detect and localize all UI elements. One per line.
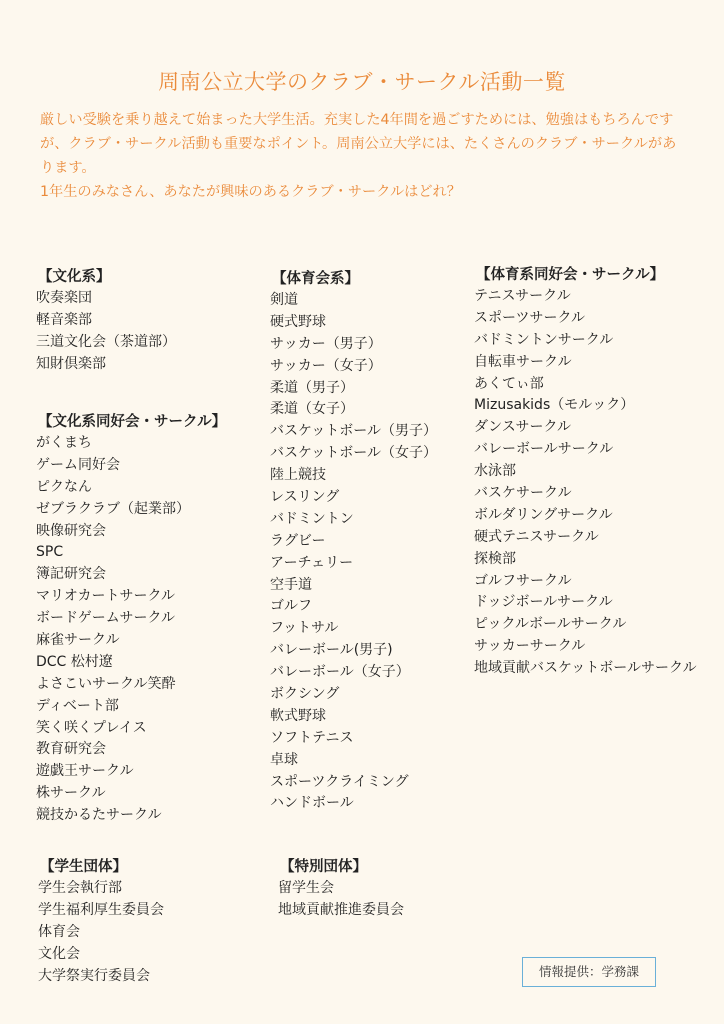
club-item: ゲーム同好会 <box>36 456 120 473</box>
club-item: 陸上競技 <box>270 467 326 484</box>
club-item: バスケサークル <box>474 485 572 502</box>
club-item: ドッジボールサークル <box>474 594 613 611</box>
club-item: スポーツクライミング <box>270 773 409 790</box>
credit-box: 情報提供：学務課 <box>522 957 656 987</box>
club-item: 学生会執行部 <box>38 880 122 896</box>
club-item: スポーツサークル <box>474 309 586 326</box>
club-item: サッカー（女子） <box>270 357 382 374</box>
club-item: 笑く咲くプレイス <box>36 719 147 736</box>
page-title: 周南公立大学のクラブ・サークル活動一覧 <box>158 70 566 94</box>
club-item: バレーボール(男子) <box>270 642 393 659</box>
club-item: 地域貢献推進委員会 <box>278 901 404 918</box>
group-list <box>36 288 176 376</box>
club-item: バレーボールサークル <box>474 441 614 458</box>
group-title: 【特別団体】 <box>280 859 367 875</box>
club-item: ボードゲームサークル <box>36 610 176 627</box>
club-item: 剣道 <box>270 292 298 308</box>
group-culture <box>36 266 176 376</box>
club-item: DCC 松村遼 <box>36 653 113 670</box>
club-item: 文化会 <box>38 945 80 962</box>
club-item: 軽音楽部 <box>36 311 92 328</box>
group-list <box>474 286 697 680</box>
club-item: ソフトテニス <box>270 729 354 746</box>
club-item: バドミントン <box>270 510 354 527</box>
club-item: 三道文化会（茶道部） <box>36 333 176 350</box>
club-item: 探検部 <box>474 550 516 567</box>
club-item: バスケットボール（女子） <box>270 445 438 462</box>
club-item: Mizusakids（モルック） <box>474 397 635 414</box>
club-item: ゴルフサークル <box>474 572 572 589</box>
club-item: 学生福利厚生委員会 <box>38 901 164 918</box>
club-item: 吹奏楽団 <box>36 290 92 306</box>
club-item: 知財倶楽部 <box>36 355 106 372</box>
club-item: 地域貢献バスケットボールサークル <box>474 660 697 677</box>
club-item: ピックルボールサークル <box>474 616 627 633</box>
club-item: 麻雀サークル <box>36 632 120 649</box>
club-item: 柔道（男子） <box>270 379 354 396</box>
group-culture-circles <box>36 411 226 827</box>
club-item: 柔道（女子） <box>270 401 354 418</box>
intro-text <box>40 108 690 204</box>
club-item: サッカーサークル <box>474 638 586 655</box>
group-list <box>270 290 437 815</box>
group-list <box>36 433 226 827</box>
club-item: ピクなん <box>36 478 92 495</box>
club-item: ボルダリングサークル <box>474 506 613 523</box>
club-item: ダンスサークル <box>474 419 572 436</box>
group-sports-circles <box>474 264 697 680</box>
club-item: 卓球 <box>270 751 298 768</box>
club-item: テニスサークル <box>474 288 571 304</box>
group-sports <box>270 268 437 815</box>
club-item: マリオカートサークル <box>36 588 176 605</box>
group-special-orgs <box>278 856 404 922</box>
club-item: 大学祭実行委員会 <box>38 967 150 984</box>
club-item: 硬式テニスサークル <box>474 528 599 545</box>
club-item: フットサル <box>270 620 339 637</box>
club-item: 教育研究会 <box>36 741 106 758</box>
group-title: 【体育系同好会・サークル】 <box>476 267 665 283</box>
club-item: バドミントンサークル <box>474 331 614 348</box>
club-item: ディベート部 <box>36 697 119 714</box>
club-item: 競技かるたサークル <box>36 807 162 824</box>
group-title: 【文化系同好会・サークル】 <box>38 414 227 430</box>
group-title: 【体育会系】 <box>272 271 359 287</box>
club-item: ラグビー <box>270 532 326 549</box>
club-item: 自転車サークル <box>474 353 572 370</box>
club-item: ゴルフ <box>270 598 312 615</box>
club-item: 空手道 <box>270 576 312 593</box>
club-item: がくまち <box>36 435 92 451</box>
club-item: 遊戯王サークル <box>36 763 134 780</box>
club-item: レスリング <box>270 489 340 506</box>
club-item: 硬式野球 <box>270 313 326 330</box>
intro-question: 1年生のみなさん、あなたが興味のあるクラブ・サークルはどれ？ <box>40 184 461 200</box>
group-student-orgs <box>38 856 164 987</box>
club-item: バスケットボール（男子） <box>270 423 438 440</box>
club-item: 軟式野球 <box>270 707 326 724</box>
club-item: 株サークル <box>36 785 106 802</box>
intro-paragraph: 厳しい受験を乗り越えて始まった大学生活。充実した4年間を過ごすためには、勉強はもちろんですが、クラブ・サークル活動も重要なポイント。周南公立大学には、たくさんのクラブ・サークルがあります。 <box>40 112 677 176</box>
club-item: ボクシング <box>270 686 340 703</box>
club-item: アーチェリー <box>270 554 354 571</box>
club-item: よさこいサークル笑酔 <box>36 675 176 692</box>
club-item: 留学生会 <box>278 880 334 896</box>
club-item: バレーボール（女子） <box>270 664 410 681</box>
club-item: SPC <box>36 544 64 561</box>
club-item: ゼブラクラブ（起業部） <box>36 500 190 517</box>
group-list <box>38 878 164 987</box>
club-item: 水泳部 <box>474 463 516 480</box>
club-item: ハンドボール <box>270 795 354 812</box>
club-item: サッカー（男子） <box>270 335 382 352</box>
group-title: 【学生団体】 <box>40 859 127 875</box>
club-item: 簿記研究会 <box>36 566 106 583</box>
club-item: あくてぃ部 <box>474 375 544 392</box>
group-title: 【文化系】 <box>38 269 111 285</box>
club-item: 映像研究会 <box>36 522 106 539</box>
club-item: 体育会 <box>38 923 80 940</box>
group-list <box>278 878 404 922</box>
